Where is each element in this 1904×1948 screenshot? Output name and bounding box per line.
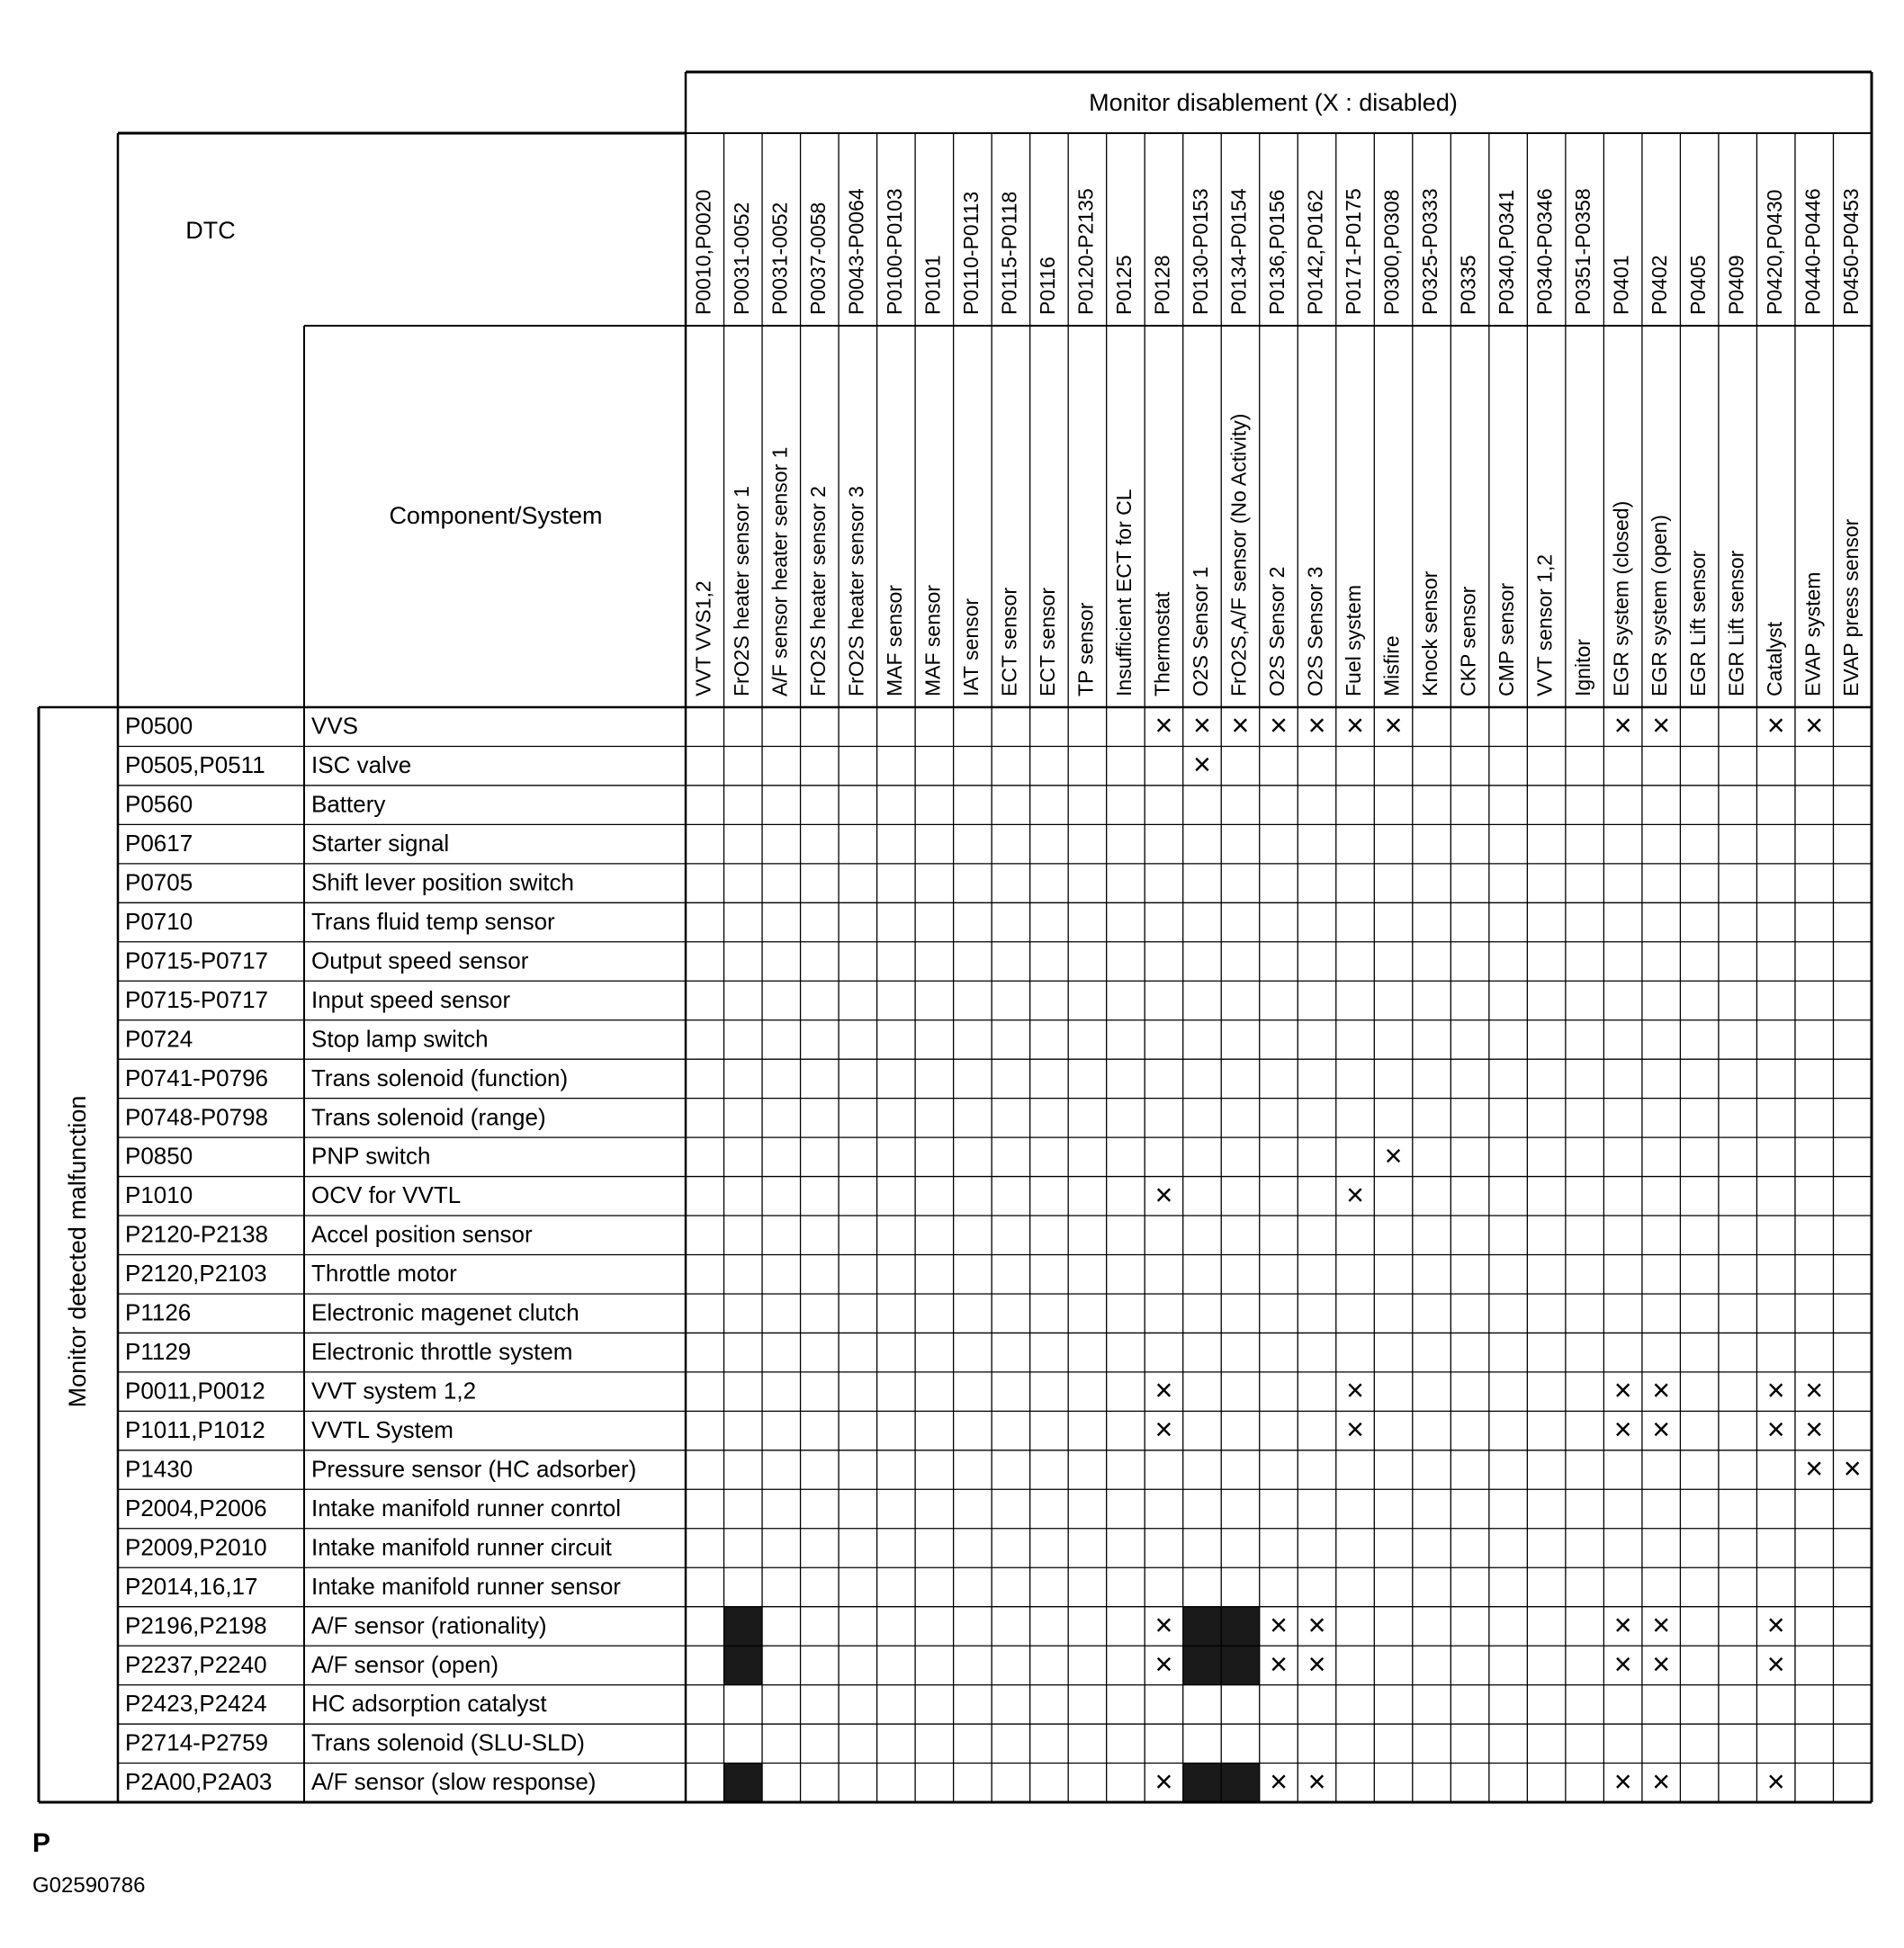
component-system-header: Component/System: [389, 502, 603, 530]
column-component-label: O2S Sensor 1: [1189, 566, 1213, 696]
table-row: [125, 709, 1823, 743]
row-dtc: P2004,P2006: [125, 1494, 267, 1522]
row-dtc: P0011,P0012: [125, 1377, 265, 1405]
disabled-mark: ×: [1805, 1413, 1824, 1448]
disabled-mark: ×: [1154, 708, 1173, 743]
column-dtc-label: P0037-0058: [805, 202, 830, 315]
disabled-mark: ×: [1154, 1647, 1173, 1682]
row-component: Trans solenoid (SLU-SLD): [311, 1728, 585, 1756]
disabled-mark: ×: [1652, 1373, 1671, 1408]
row-component: VVTL System: [311, 1415, 454, 1443]
column-dtc-label: P0420,P0430: [1762, 189, 1786, 315]
column-component-label: Catalyst: [1762, 621, 1786, 696]
row-dtc: P0705: [125, 868, 193, 896]
column-dtc-label: P0440-P0446: [1801, 188, 1825, 315]
row-dtc: P0617: [125, 830, 193, 857]
row-component: A/F sensor (open): [311, 1650, 499, 1678]
column-headers: [691, 188, 1862, 696]
disabled-mark: ×: [1307, 1764, 1326, 1800]
table-row: [125, 1608, 1785, 1642]
row-dtc: P0748-P0798: [125, 1103, 269, 1131]
row-component: Throttle motor: [311, 1260, 457, 1288]
shaded-cell: [724, 1607, 763, 1646]
table-row: [125, 1221, 533, 1248]
column-dtc-label: P0171-P0175: [1342, 188, 1366, 315]
disabled-mark: ×: [1154, 1608, 1173, 1643]
column-dtc-label: P0335: [1456, 255, 1480, 315]
column-component-label: Misfire: [1379, 635, 1404, 696]
disabled-mark: ×: [1154, 1178, 1173, 1213]
column-component-label: O2S Sensor 2: [1265, 566, 1289, 696]
column-dtc-label: P0120-P2135: [1073, 188, 1098, 315]
disabled-mark: ×: [1270, 708, 1288, 743]
table-row: [125, 1729, 585, 1756]
shaded-cell: [1221, 1646, 1260, 1684]
row-dtc: P2714-P2759: [125, 1728, 269, 1756]
row-dtc: P2120,P2103: [125, 1260, 267, 1288]
row-dtc: P0741-P0796: [125, 1064, 269, 1091]
table-rows: [125, 709, 1862, 1800]
row-component: Accel position sensor: [311, 1220, 533, 1248]
column-dtc-label: P0340,P0341: [1495, 189, 1519, 315]
column-component-label: EVAP system: [1801, 571, 1825, 696]
column-component-label: EGR Lift sensor: [1724, 550, 1748, 696]
column-dtc-label: P0101: [921, 255, 945, 315]
row-dtc: P0560: [125, 790, 193, 818]
column-dtc-label: P0136,P0156: [1265, 189, 1289, 315]
column-component-label: EGR Lift sensor: [1685, 550, 1710, 696]
disabled-mark: ×: [1270, 1647, 1288, 1682]
disabled-mark: ×: [1307, 1608, 1326, 1643]
row-component: Output speed sensor: [311, 947, 529, 974]
disabled-mark: ×: [1805, 1373, 1824, 1408]
row-dtc: P0724: [125, 1025, 193, 1053]
disabled-mark: ×: [1307, 1647, 1326, 1682]
column-dtc-label: P0325-P0333: [1418, 188, 1442, 315]
disabled-mark: ×: [1270, 1764, 1288, 1800]
column-component-label: EGR system (open): [1648, 515, 1672, 696]
table-row: [125, 830, 449, 857]
shaded-cell: [1221, 1607, 1260, 1646]
column-component-label: VVT VVS1,2: [691, 580, 715, 696]
row-component: Intake manifold runner sensor: [311, 1572, 621, 1600]
row-dtc: P1010: [125, 1181, 193, 1209]
table-row: [125, 1452, 1862, 1486]
column-dtc-label: P0300,P0308: [1379, 189, 1404, 315]
table-row: [125, 1025, 489, 1052]
disabled-mark: ×: [1231, 708, 1250, 743]
row-component: OCV for VVTL: [311, 1181, 462, 1209]
shaded-cell: [1183, 1646, 1222, 1684]
disabled-mark: ×: [1805, 1451, 1824, 1486]
disabled-mark: ×: [1766, 1764, 1785, 1800]
column-component-label: VVT sensor 1,2: [1532, 553, 1557, 696]
disabled-mark: ×: [1766, 1413, 1785, 1448]
disabled-mark: ×: [1613, 1647, 1632, 1682]
disabled-mark: ×: [1270, 1608, 1288, 1643]
disabled-mark: ×: [1193, 708, 1211, 743]
figure-id: G02590786: [32, 1873, 146, 1898]
column-component-label: CKP sensor: [1456, 586, 1480, 696]
shaded-cell: [1183, 1764, 1222, 1802]
row-component: Input speed sensor: [311, 985, 511, 1013]
row-dtc: P0500: [125, 712, 193, 740]
row-component: Intake manifold runner circuit: [311, 1533, 612, 1561]
table-row: [125, 1647, 1785, 1682]
row-component: PNP switch: [311, 1142, 431, 1170]
disabled-mark: ×: [1307, 708, 1326, 743]
row-component: ISC valve: [311, 751, 412, 779]
table-row: [125, 1764, 1785, 1799]
monitor-disablement-header: Monitor disablement (X : disabled): [1089, 89, 1458, 117]
table-row: [125, 1374, 1823, 1408]
column-component-label: MAF sensor: [921, 585, 945, 696]
column-component-label: TP sensor: [1073, 602, 1098, 696]
column-dtc-label: P0110-P0113: [958, 191, 983, 315]
table-row: [125, 986, 510, 1013]
column-component-label: EGR system (closed): [1609, 500, 1633, 696]
disabled-mark: ×: [1652, 1608, 1671, 1643]
disabled-mark: ×: [1346, 1373, 1364, 1408]
row-dtc: P2A00,P2A03: [125, 1768, 273, 1796]
column-component-label: O2S Sensor 3: [1303, 566, 1327, 696]
row-dtc: P0505,P0511: [125, 751, 265, 779]
disabled-mark: ×: [1154, 1373, 1173, 1408]
row-dtc: P2009,P2010: [125, 1533, 267, 1561]
disabled-mark: ×: [1652, 1647, 1671, 1682]
row-dtc: P0710: [125, 907, 193, 935]
column-dtc-label: P0401: [1609, 255, 1633, 315]
column-component-label: Thermostat: [1150, 591, 1174, 696]
row-group-label: Monitor detected malfunction: [64, 1095, 92, 1408]
row-component: Intake manifold runner conrtol: [311, 1494, 621, 1522]
table-row: [125, 908, 555, 935]
row-dtc: P0850: [125, 1142, 193, 1170]
column-component-label: ECT sensor: [997, 587, 1021, 696]
row-component: A/F sensor (rationality): [311, 1611, 547, 1639]
table-row: [125, 1495, 621, 1522]
row-dtc: P1011,P1012: [125, 1415, 265, 1443]
column-dtc-label: P0128: [1150, 255, 1174, 315]
column-dtc-label: P0405: [1685, 255, 1710, 315]
footer-label: P: [32, 1828, 51, 1858]
column-component-label: MAF sensor: [882, 585, 906, 696]
disabled-mark: ×: [1384, 1138, 1403, 1173]
column-dtc-label: P0450-P0453: [1838, 188, 1863, 315]
row-component: A/F sensor (slow response): [311, 1768, 597, 1796]
column-dtc-label: P0043-P0064: [844, 188, 868, 315]
disabled-mark: ×: [1805, 708, 1824, 743]
row-dtc: P2014,16,17: [125, 1572, 258, 1600]
dtc-header: DTC: [185, 217, 236, 245]
table-row: [125, 1573, 621, 1600]
disabled-mark: ×: [1652, 1764, 1671, 1800]
disabled-mark: ×: [1766, 1373, 1785, 1408]
disabled-mark: ×: [1346, 1178, 1364, 1213]
shaded-cell: [1183, 1607, 1222, 1646]
row-dtc: P1430: [125, 1455, 193, 1483]
table-row: [125, 1338, 572, 1365]
row-dtc: P0715-P0717: [125, 947, 269, 974]
column-dtc-label: P0100-P0103: [882, 188, 906, 315]
row-dtc: P2120-P2138: [125, 1220, 269, 1248]
disabled-mark: ×: [1154, 1764, 1173, 1800]
column-dtc-label: P0125: [1112, 255, 1136, 315]
disabled-mark: ×: [1346, 708, 1364, 743]
row-component: Trans solenoid (range): [311, 1103, 546, 1131]
row-component: Shift lever position switch: [311, 868, 574, 896]
row-dtc: P1126: [125, 1298, 192, 1326]
shaded-cell: [1221, 1764, 1260, 1802]
disabled-mark: ×: [1613, 1373, 1632, 1408]
column-component-label: EVAP press sensor: [1838, 518, 1863, 696]
column-component-label: CMP sensor: [1495, 582, 1519, 696]
row-component: VVT system 1,2: [311, 1377, 477, 1405]
column-dtc-label: P0130-P0153: [1189, 188, 1213, 315]
disabled-mark: ×: [1766, 1608, 1785, 1643]
disabled-mark: ×: [1766, 1647, 1785, 1682]
row-component: Starter signal: [311, 830, 450, 857]
row-dtc: P1129: [125, 1338, 192, 1366]
column-dtc-label: P0409: [1724, 255, 1748, 315]
table-row: [125, 1178, 1364, 1212]
table-row: [125, 947, 529, 974]
column-component-label: FrO2S heater sensor 2: [805, 486, 830, 696]
disabled-mark: ×: [1613, 1413, 1632, 1448]
disabled-mark: ×: [1843, 1451, 1862, 1486]
table-row: [125, 868, 574, 895]
table-row: [125, 748, 1211, 782]
column-component-label: Knock sensor: [1418, 570, 1442, 696]
column-component-label: FrO2S heater sensor 1: [729, 486, 753, 696]
disabled-mark: ×: [1613, 708, 1632, 743]
disabled-mark: ×: [1193, 748, 1211, 783]
column-dtc-label: P0142,P0162: [1303, 189, 1327, 315]
shaded-cell: [724, 1646, 763, 1684]
row-component: Electronic throttle system: [311, 1338, 573, 1366]
column-component-label: Ignitor: [1571, 639, 1595, 696]
row-component: Stop lamp switch: [311, 1025, 489, 1053]
row-component: Battery: [311, 790, 386, 818]
row-component: Pressure sensor (HC adsorber): [311, 1455, 637, 1483]
disabled-mark: ×: [1766, 708, 1785, 743]
disabled-mark: ×: [1613, 1608, 1632, 1643]
disabled-mark: ×: [1652, 708, 1671, 743]
shaded-cell: [724, 1764, 763, 1802]
table-row: [125, 1103, 546, 1130]
disabled-mark: ×: [1384, 708, 1403, 743]
disabled-mark: ×: [1652, 1413, 1671, 1448]
table-row: [125, 791, 385, 818]
table-row: [125, 1064, 568, 1091]
column-component-label: Insufficient ECT for CL: [1112, 489, 1136, 696]
column-component-label: Fuel system: [1342, 585, 1366, 696]
column-component-label: IAT sensor: [958, 597, 983, 696]
column-dtc-label: P0031-0052: [729, 202, 753, 315]
column-dtc-label: P0031-0052: [768, 202, 792, 315]
disabled-mark: ×: [1613, 1764, 1632, 1800]
disabled-mark: ×: [1346, 1413, 1364, 1448]
row-dtc: P2196,P2198: [125, 1611, 267, 1639]
row-component: VVS: [311, 712, 359, 740]
row-component: Electronic magenet clutch: [311, 1298, 579, 1326]
row-dtc: P2423,P2424: [125, 1690, 267, 1718]
row-dtc: P0715-P0717: [125, 985, 269, 1013]
table-row: [125, 1139, 1402, 1173]
table-row: [125, 1533, 613, 1560]
column-dtc-label: P0351-P0358: [1571, 188, 1595, 315]
table-row: [125, 1299, 579, 1326]
column-component-label: FrO2S,A/F sensor (No Activity): [1226, 413, 1251, 696]
column-dtc-label: P0115-P0118: [997, 191, 1021, 315]
table-row: [125, 1690, 547, 1717]
column-dtc-label: P0340-P0346: [1532, 188, 1557, 315]
column-component-label: ECT sensor: [1035, 587, 1059, 696]
column-component-label: A/F sensor heater sensor 1: [768, 446, 792, 696]
column-dtc-label: P0010,P0020: [691, 189, 715, 315]
disabled-mark: ×: [1154, 1413, 1173, 1448]
table-row: [125, 1413, 1823, 1447]
row-dtc: P2237,P2240: [125, 1650, 267, 1678]
column-component-label: FrO2S heater sensor 3: [844, 486, 868, 696]
row-component: HC adsorption catalyst: [311, 1690, 547, 1718]
column-dtc-label: P0402: [1648, 255, 1672, 315]
row-component: Trans solenoid (function): [311, 1064, 569, 1091]
table-row: [125, 1260, 457, 1287]
column-dtc-label: P0116: [1035, 256, 1059, 315]
column-dtc-label: P0134-P0154: [1226, 188, 1251, 315]
row-component: Trans fluid temp sensor: [311, 907, 555, 935]
